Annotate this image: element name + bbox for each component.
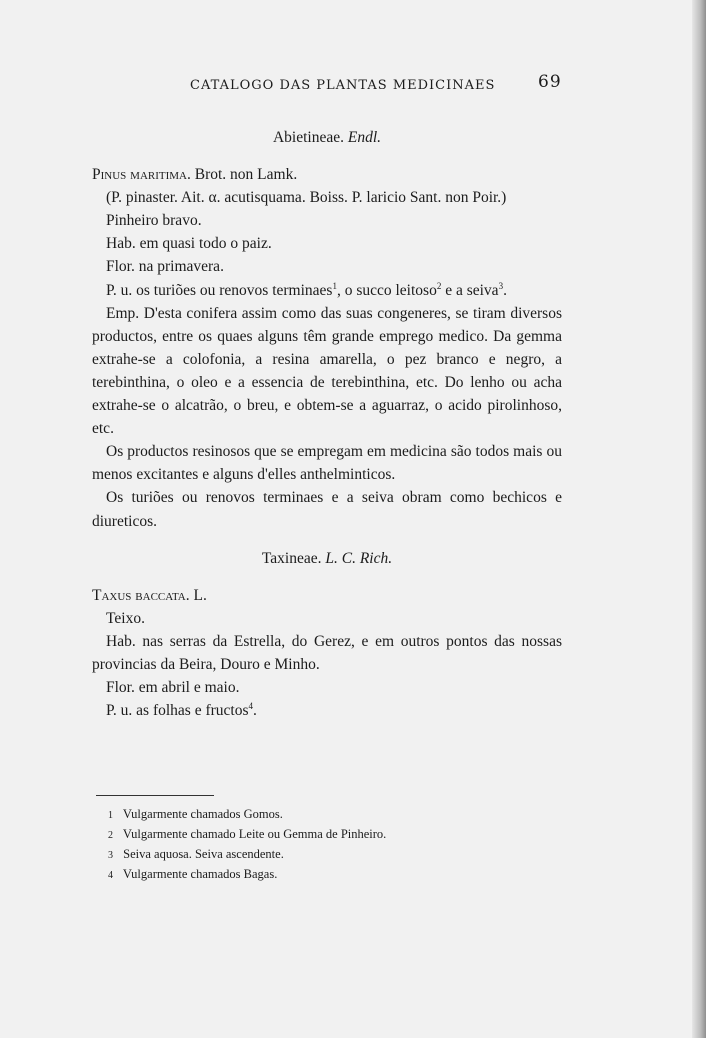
- habitat: Hab. nas serras da Estrella, do Gerez, e em outros pontos das nossas provincias da Beira, Douro e Minho.: [92, 632, 562, 673]
- main-text: [92, 126, 562, 722]
- page-number: 69: [538, 72, 562, 92]
- footnotes: [108, 805, 528, 885]
- flowering: Flor. em abril e maio.: [106, 679, 240, 697]
- habitat: Hab. em quasi todo o paiz.: [106, 235, 272, 253]
- page-edge: [692, 0, 706, 1038]
- uses-paragraph: Os productos resinosos que se empregam em medicina são todos mais ou menos excitantes e alguns d'elles anthelminticos.: [92, 443, 562, 484]
- footnote: 3 Seiva aquosa. Seiva ascendente.: [108, 847, 284, 861]
- parts-used: P. u. os turiões ou renovos terminaes$^1$, o succo leitoso$^2$ e a seiva$^3$.: [106, 280, 507, 299]
- footnote-divider: [96, 795, 214, 796]
- parts-used: P. u. as folhas e fructos$^4$.: [106, 701, 257, 720]
- footnote-ref-4: 4: [248, 701, 253, 711]
- family-heading-taxineae: Taxineae. L. C. Rich.: [261, 549, 393, 567]
- footnote-ref-1: 1: [332, 280, 337, 291]
- footnote: 1 Vulgarmente chamados Gomos.: [108, 807, 283, 821]
- footnote-ref-2: 2: [436, 280, 442, 291]
- common-name: Pinheiro bravo.: [106, 212, 202, 230]
- uses-paragraph: Emp. D'esta conifera assim como das suas congeneres, se tiram diversos productos, entre os quaes alguns têm grande emprego medico. Da gemma extrahe-se a colofonia, a resina amarella, o pez branco e negro, a terebinthina, o oleo e a essencia de terebinthina, etc. Do lenho ou acha extrahe-se o alcatrão, o breu, e obtem-se a aguarraz, o acido pirolinhoso, etc.: [92, 304, 562, 438]
- footnote: 2 Vulgarmente chamado Leite ou Gemma de Pinheiro.: [108, 827, 387, 841]
- species-entry-taxus: Taxus baccata. L.: [92, 586, 207, 604]
- species-entry-pinus: Pinus maritima. Brot. non Lamk.: [92, 166, 298, 184]
- species-name: Pinus maritima.: [92, 166, 191, 184]
- flowering: Flor. na primavera.: [106, 258, 224, 276]
- footnote-ref-3: 3: [498, 280, 504, 291]
- synonyms: (P. pinaster. Ait. α. acutisquama. Boiss. P. laricio Sant. non Poir.): [106, 189, 507, 207]
- uses-paragraph: Os turiões ou renovos terminaes e a seiva obram como bechicos e diureticos.: [92, 489, 562, 530]
- common-name: Teixo.: [106, 609, 145, 627]
- species-name: Taxus baccata.: [92, 586, 190, 604]
- family-heading-abietineae: Abietineae. Endl.: [272, 129, 382, 146]
- running-title: CATALOGO DAS PLANTAS MEDICINAES: [190, 78, 496, 93]
- footnote: 4 Vulgarmente chamados Bagas.: [108, 867, 278, 881]
